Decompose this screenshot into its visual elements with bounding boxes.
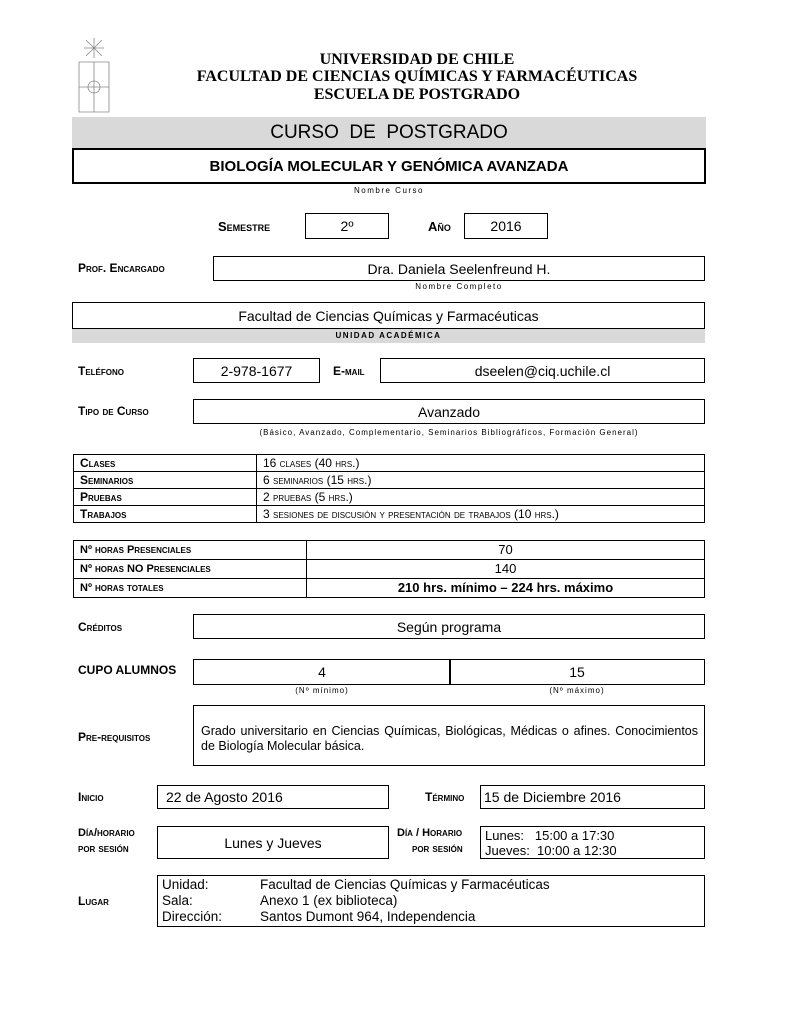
prereq-label: Pre-requisitos (78, 730, 151, 744)
hours-label: Nº horas NO Presenciales (74, 560, 307, 579)
table-row (74, 541, 705, 560)
schedule1-label: Día/horario (78, 827, 135, 839)
year-field: 2016 (464, 213, 548, 239)
header-university: UNIVERSIDAD DE CHILE (319, 51, 515, 68)
professor-caption: Nombre Completo (415, 282, 503, 291)
place-row (162, 877, 550, 893)
place-value: Anexo 1 (ex biblioteca) (260, 893, 398, 908)
place-field (157, 875, 705, 927)
start-label: Inicio (78, 790, 104, 804)
schedule2-line: Jueves: 10:00 a 12:30 (485, 842, 617, 858)
hours-value: 70 (307, 541, 705, 560)
course-type-caption: (Básico, Avanzado, Complementario, Seminarios Bibliográficos, Formación General) (259, 428, 639, 437)
place-value: Facultad de Ciencias Químicas y Farmacéuticas (260, 877, 550, 892)
place-key: Dirección: (162, 909, 223, 924)
hours-label: Nº horas Presenciales (74, 541, 307, 560)
hours-table (73, 540, 705, 598)
professor-label: Prof. Encargado (78, 261, 165, 275)
activity-value: 3 sesiones de discusión y presentación de trabajos (10 hrs.) (257, 506, 705, 523)
schedule2-line: Lunes: 15:00 a 17:30 (485, 827, 615, 843)
activity-value: 2 pruebas (5 hrs.) (257, 489, 705, 506)
table-row (74, 560, 705, 579)
prereq-field: Grado universitario en Ciencias Químicas, Biológicas, Médicas o afines. Conocimientos de Biología Molecular básica. (193, 705, 705, 766)
schedule2-field (480, 826, 705, 859)
schedule1-field: Lunes y Jueves (157, 826, 389, 859)
course-name-caption: Nombre Curso (353, 186, 424, 195)
schedule2-label: Día / Horario (397, 827, 463, 839)
schedule1-sublabel: por sesión (78, 843, 129, 855)
hours-value: 210 hrs. mínimo – 224 hrs. máximo (307, 579, 705, 598)
activity-label: Pruebas (74, 489, 257, 506)
credits-label: Créditos (78, 620, 123, 634)
table-row (74, 506, 705, 523)
professor-field: Dra. Daniela Seelenfreund H. (213, 256, 705, 281)
email-field: dseelen@ciq.uchile.cl (380, 358, 705, 383)
unit-field: Facultad de Ciencias Químicas y Farmacéuticas (72, 302, 705, 329)
hours-value: 140 (307, 560, 705, 579)
semester-field: 2º (305, 213, 389, 239)
course-type-field: Avanzado (193, 399, 705, 424)
phone-field: 2-978-1677 (193, 358, 320, 383)
activities-table (73, 454, 705, 523)
activity-value: 16 clases (40 hrs.) (257, 455, 705, 472)
place-label: Lugar (78, 894, 109, 908)
credits-field: Según programa (193, 614, 705, 639)
unit-caption: UNIDAD ACADÉMICA (72, 329, 705, 343)
phone-label: Teléfono (78, 364, 124, 378)
course-type-label: Tipo de Curso (78, 404, 149, 418)
end-label: Término (425, 790, 465, 804)
quota-max-field: 15 (449, 659, 705, 685)
table-row (74, 472, 705, 489)
header-faculty: FACULTAD DE CIENCIAS QUÍMICAS Y FARMACÉUTICAS (196, 68, 638, 85)
year-label: Año (428, 219, 451, 234)
start-field: 22 de Agosto 2016 (157, 785, 389, 809)
course-name: BIOLOGÍA MOLECULAR Y GENÓMICA AVANZADA (72, 148, 706, 184)
activity-value: 6 seminarios (15 hrs.) (257, 472, 705, 489)
place-key: Unidad: (162, 877, 209, 892)
place-value: Santos Dumont 964, Independencia (260, 909, 476, 924)
banner-title: CURSO DE POSTGRADO (72, 117, 706, 148)
activity-label: Trabajos (74, 506, 257, 523)
activity-label: Seminarios (74, 472, 257, 489)
quota-label: CUPO ALUMNOS (78, 663, 177, 677)
table-row (74, 579, 705, 598)
semester-label: Semestre (218, 219, 271, 234)
hours-label: Nº horas totales (74, 579, 307, 598)
table-row (74, 489, 705, 506)
quota-min-caption: (Nº mínimo) (295, 686, 349, 695)
end-field: 15 de Diciembre 2016 (480, 785, 705, 809)
quota-max-caption: (Nº máximo) (549, 686, 605, 695)
place-row (162, 909, 475, 925)
quota-min-field: 4 (193, 659, 451, 685)
place-key: Sala: (162, 893, 193, 908)
place-row (162, 893, 397, 909)
header-school: ESCUELA DE POSTGRADO (313, 86, 521, 103)
table-row (74, 455, 705, 472)
schedule2-sublabel: por sesión (412, 843, 463, 855)
email-label: E-mail (333, 364, 365, 378)
activity-label: Clases (74, 455, 257, 472)
